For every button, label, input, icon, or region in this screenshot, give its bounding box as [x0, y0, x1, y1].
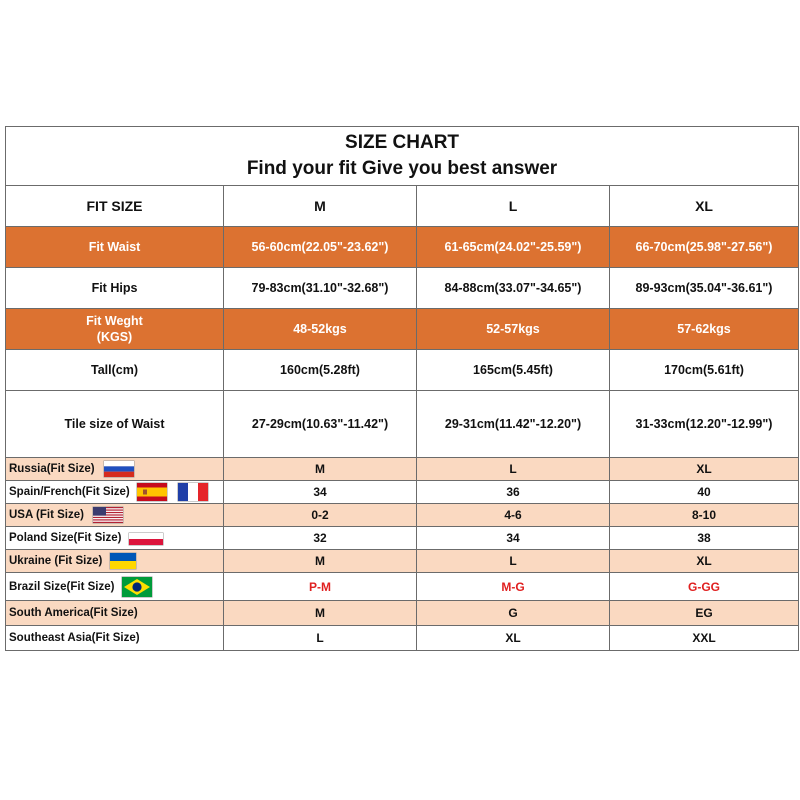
cell-xl: 38: [610, 527, 799, 550]
tile-size-waist-row: [6, 391, 799, 458]
cell-l: 52-57kgs: [417, 309, 610, 350]
row-label-unit: (KGS): [96, 330, 133, 344]
row-label: Tile size of Waist: [6, 391, 224, 458]
row-label-cell: [6, 550, 224, 573]
cell-l: 29-31cm(11.42"-12.20"): [417, 391, 610, 458]
cell-l: M-G: [417, 573, 610, 601]
cell-l: 165cm(5.45ft): [417, 350, 610, 391]
cell-m: L: [224, 626, 417, 651]
russia-flag-icon: [104, 461, 134, 477]
row-label-cell: [6, 481, 224, 504]
cell-m: 34: [224, 481, 417, 504]
row-label: Fit Hips: [6, 268, 224, 309]
cell-l: 36: [417, 481, 610, 504]
cell-m: 48-52kgs: [224, 309, 417, 350]
row-label: Brazil Size(Fit Size): [9, 580, 115, 593]
cell-m: 32: [224, 527, 417, 550]
poland-flag-icon: [129, 533, 163, 545]
cell-l: 34: [417, 527, 610, 550]
cell-xl: EG: [610, 601, 799, 626]
size-chart-table: [5, 126, 799, 651]
row-label: Spain/French(Fit Size): [9, 486, 130, 499]
russia-row: [6, 458, 799, 481]
cell-l: L: [417, 458, 610, 481]
row-label: Fit Weght: [86, 314, 143, 328]
row-label: Russia(Fit Size): [9, 463, 95, 476]
cell-xl: XXL: [610, 626, 799, 651]
row-label-cell: [6, 527, 224, 550]
france-flag-icon: [178, 483, 208, 501]
cell-xl: 66-70cm(25.98"-27.56"): [610, 227, 799, 268]
size-header-l: L: [417, 186, 610, 227]
spain-french-row: [6, 481, 799, 504]
row-label-cell: [6, 573, 224, 601]
cell-m: 79-83cm(31.10"-32.68"): [224, 268, 417, 309]
cell-xl: 31-33cm(12.20"-12.99"): [610, 391, 799, 458]
row-label: Fit Waist: [6, 227, 224, 268]
poland-row: [6, 527, 799, 550]
usa-flag-icon: [93, 507, 123, 523]
usa-row: [6, 504, 799, 527]
chart-subtitle: Find your fit Give you best answer: [246, 158, 558, 179]
tall-row: [6, 350, 799, 391]
row-label: South America(Fit Size): [6, 601, 224, 626]
size-header-row: [6, 186, 799, 227]
fit-size-header: FIT SIZE: [6, 186, 224, 227]
cell-xl: 89-93cm(35.04"-36.61"): [610, 268, 799, 309]
cell-m: P-M: [224, 573, 417, 601]
row-label: Tall(cm): [6, 350, 224, 391]
fit-hips-row: [6, 268, 799, 309]
cell-l: 61-65cm(24.02"-25.59"): [417, 227, 610, 268]
cell-xl: G-GG: [610, 573, 799, 601]
row-label-cell: [6, 458, 224, 481]
size-header-xl: XL: [610, 186, 799, 227]
brazil-flag-icon: [122, 577, 152, 597]
south-america-row: [6, 601, 799, 626]
spain-flag-icon: [137, 483, 167, 501]
brazil-row: [6, 573, 799, 601]
cell-m: 0-2: [224, 504, 417, 527]
cell-xl: 8-10: [610, 504, 799, 527]
size-header-m: M: [224, 186, 417, 227]
cell-l: L: [417, 550, 610, 573]
row-label: USA (Fit Size): [9, 509, 84, 522]
cell-l: 84-88cm(33.07"-34.65"): [417, 268, 610, 309]
ukraine-row: [6, 550, 799, 573]
cell-l: G: [417, 601, 610, 626]
cell-l: XL: [417, 626, 610, 651]
cell-xl: XL: [610, 458, 799, 481]
cell-xl: 170cm(5.61ft): [610, 350, 799, 391]
row-label: Southeast Asia(Fit Size): [6, 626, 224, 651]
chart-title-cell: [6, 127, 799, 186]
cell-xl: 40: [610, 481, 799, 504]
cell-m: M: [224, 550, 417, 573]
chart-title: SIZE CHART: [345, 132, 460, 153]
cell-l: 4-6: [417, 504, 610, 527]
row-label: Poland Size(Fit Size): [9, 531, 122, 544]
cell-m: M: [224, 601, 417, 626]
size-chart: [5, 126, 798, 651]
row-label: Ukraine (Fit Size): [9, 555, 103, 568]
row-label-cell: [6, 504, 224, 527]
cell-xl: 57-62kgs: [610, 309, 799, 350]
southeast-asia-row: [6, 626, 799, 651]
cell-m: 160cm(5.28ft): [224, 350, 417, 391]
cell-m: 56-60cm(22.05"-23.62"): [224, 227, 417, 268]
fit-weight-row: [6, 309, 799, 350]
fit-waist-row: [6, 227, 799, 268]
cell-m: M: [224, 458, 417, 481]
cell-m: 27-29cm(10.63"-11.42"): [224, 391, 417, 458]
ukraine-flag-icon: [110, 553, 136, 569]
cell-xl: XL: [610, 550, 799, 573]
row-label-cell: [6, 309, 224, 350]
